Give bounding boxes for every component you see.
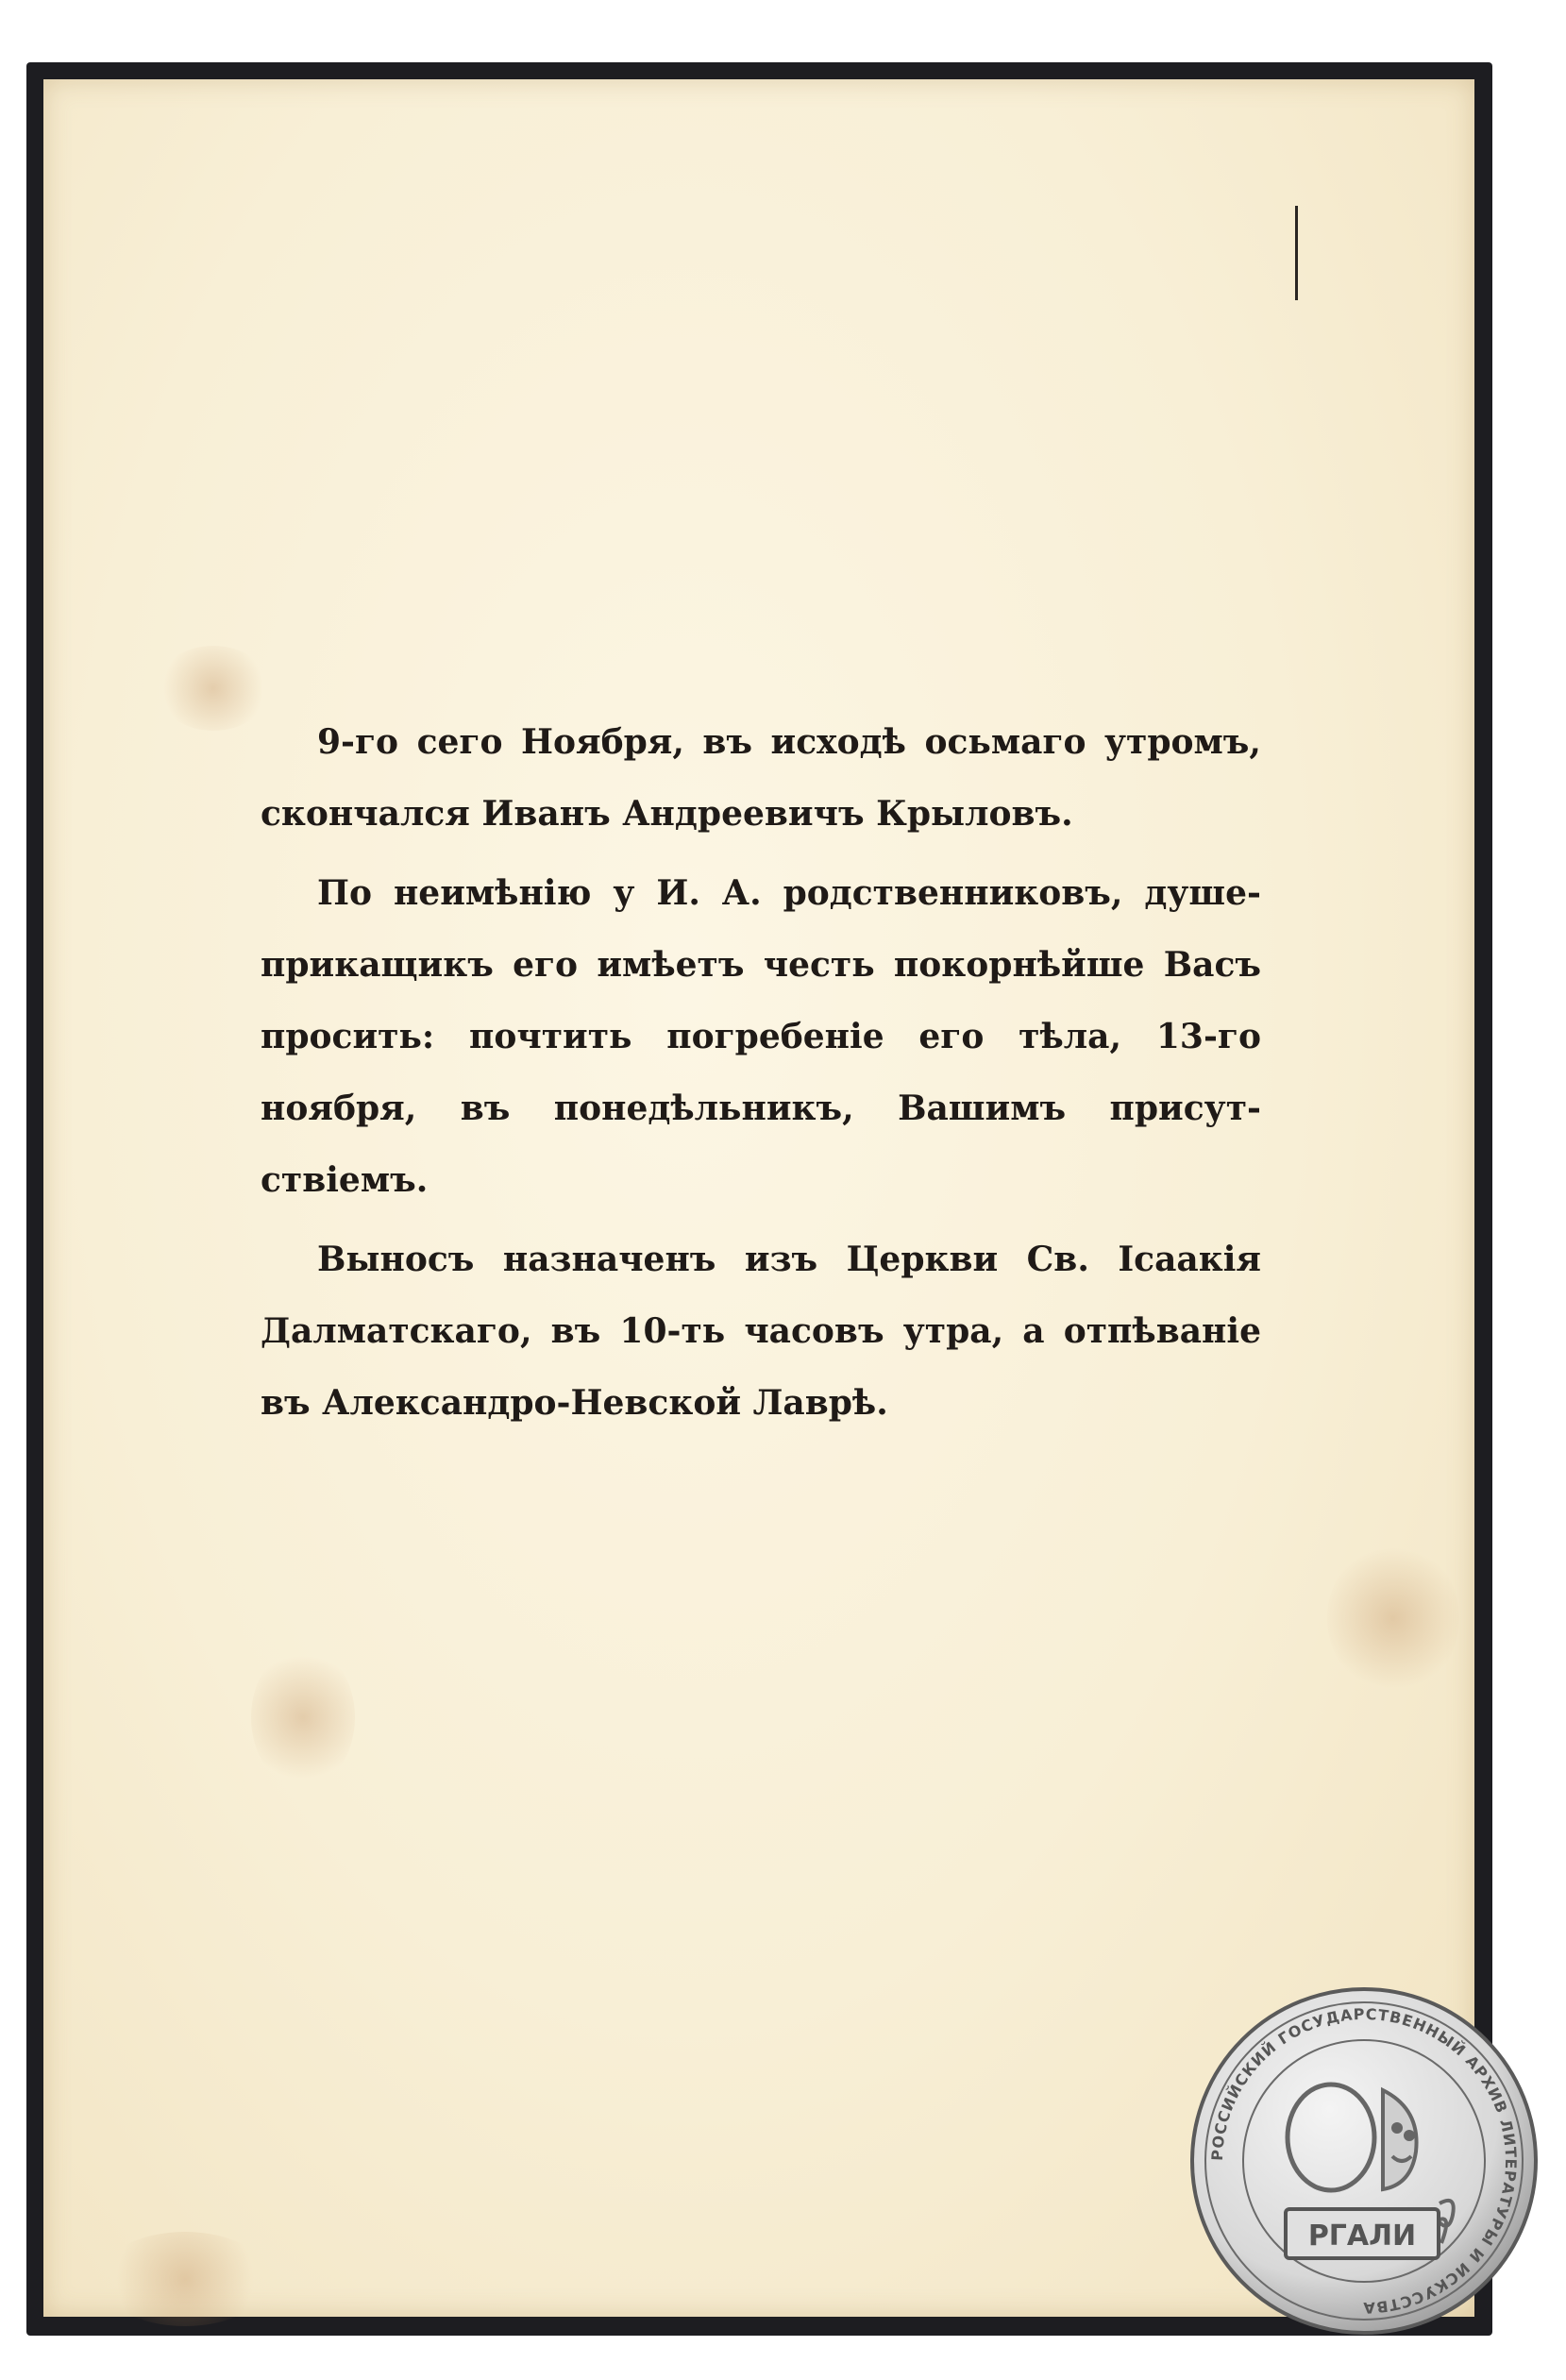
- word: Ноября,: [520, 722, 684, 762]
- word: сего: [416, 722, 503, 762]
- word: Ісаакія: [1118, 1240, 1261, 1279]
- text-span: скончался Иванъ Андреевичъ Крыловъ.: [261, 794, 1073, 834]
- word: честь: [763, 945, 875, 985]
- word: покорнѣйше: [893, 945, 1145, 985]
- word: ноября,: [261, 1089, 417, 1128]
- text-line: [261, 1001, 1261, 1072]
- archive-seal-icon: [1189, 1986, 1539, 2336]
- word: 10-ть: [619, 1311, 726, 1351]
- text-line: [261, 1144, 1261, 1216]
- word: просить:: [261, 1017, 435, 1056]
- word: почтить: [468, 1017, 632, 1056]
- word: Васъ: [1163, 945, 1261, 985]
- word: утра,: [902, 1311, 1004, 1351]
- text-line: [261, 1072, 1261, 1144]
- text-line: [261, 1295, 1261, 1367]
- text-span: ствіемъ.: [261, 1160, 429, 1200]
- text-line: [261, 778, 1261, 850]
- text-span: въ Александро-Невской Лаврѣ.: [261, 1383, 888, 1423]
- seal-ring-text: РОССИЙСКИЙ ГОСУДАРСТВЕННЫЙ АРХИВ ЛИТЕРАТУРЫ И ИСКУССТВА: [1207, 2004, 1521, 2318]
- word: имѣетъ: [597, 945, 745, 985]
- word: назначенъ: [502, 1240, 716, 1279]
- text-line: [261, 706, 1261, 778]
- word: Выносъ: [317, 1240, 475, 1279]
- word: погребеніе: [666, 1017, 884, 1056]
- word: 9-го: [317, 722, 399, 762]
- word: а: [1022, 1311, 1045, 1351]
- word: неимѣнію: [393, 873, 592, 913]
- paper-stain: [157, 646, 270, 731]
- word: въ: [460, 1089, 511, 1128]
- word: въ: [702, 722, 753, 762]
- word: Далматскаго,: [261, 1311, 532, 1351]
- word: его: [513, 945, 579, 985]
- word: А.: [721, 873, 762, 913]
- word: осьмаго: [924, 722, 1086, 762]
- paragraph-funeral-details: [261, 1224, 1261, 1439]
- word: Св.: [1026, 1240, 1089, 1279]
- word: исходѣ: [770, 722, 906, 762]
- word: 13-го: [1155, 1017, 1261, 1056]
- word: И.: [656, 873, 700, 913]
- paper-stain: [100, 2232, 270, 2326]
- word: родственниковъ,: [783, 873, 1123, 913]
- paper-stain: [1327, 1543, 1459, 1694]
- text-line: [261, 1224, 1261, 1295]
- word: его: [918, 1017, 985, 1056]
- word: тѣла,: [1019, 1017, 1122, 1056]
- word: въ: [550, 1311, 601, 1351]
- word: Церкви: [846, 1240, 999, 1279]
- word: изъ: [744, 1240, 818, 1279]
- text-line: [261, 929, 1261, 1001]
- text-line: [261, 1367, 1261, 1439]
- edge-mark: [1295, 206, 1298, 300]
- word: присут-: [1109, 1089, 1261, 1128]
- paragraph-invitation: [261, 857, 1261, 1216]
- word: отпѣваніе: [1063, 1311, 1261, 1351]
- word: Вашимъ: [898, 1089, 1067, 1128]
- paper-stain: [251, 1646, 355, 1788]
- seal-center-text: РГАЛИ: [1307, 2220, 1417, 2253]
- word: у: [613, 873, 635, 913]
- word: утромъ,: [1104, 722, 1261, 762]
- word: часовъ: [744, 1311, 884, 1351]
- word: прикащикъ: [261, 945, 494, 985]
- word: понедѣльникъ,: [553, 1089, 854, 1128]
- paragraph-death-notice: [261, 706, 1261, 850]
- word: По: [317, 873, 373, 913]
- announcement-text: [261, 706, 1261, 1439]
- word: душе-: [1144, 873, 1261, 913]
- text-line: [261, 857, 1261, 929]
